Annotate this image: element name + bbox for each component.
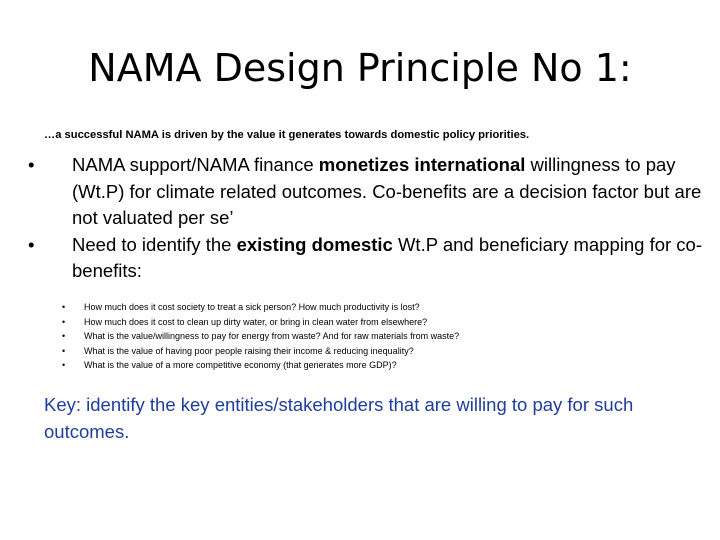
sub-bullet-text: How much does it cost society to treat a sick person? How much productivity is lost?	[84, 302, 420, 312]
sub-bullet-item	[62, 329, 459, 344]
sub-bullet-text: What is the value/willingness to pay for energy from waste? And for raw materials from waste?	[84, 331, 460, 341]
bullet-dot-icon: •	[62, 316, 66, 327]
bullet-dot-icon: •	[62, 345, 66, 356]
bullet-bold-text: existing domestic	[236, 233, 393, 255]
bullet-dot-icon: •	[28, 154, 35, 175]
bullet-identify-domestic	[28, 232, 704, 285]
sub-bullet-item	[62, 315, 459, 330]
slide-subtitle: …a successful NAMA is driven by the value it generates towards domestic policy priorities.	[44, 129, 530, 141]
bullet-bold-text: monetizes international	[318, 154, 526, 175]
sub-bullet-text: What is the value of a more competitive economy (that generates more GDP)?	[84, 360, 397, 370]
sub-bullet-text: How much does it cost to clean up dirty water, or bring in clean water from elsewhere?	[84, 316, 428, 327]
bullet-dot-icon: •	[28, 233, 35, 255]
bullet-text: Wt.P and beneficiary mapping for co-benefits:	[72, 233, 702, 281]
sub-bullet-item	[62, 358, 459, 373]
bullet-monetizes	[28, 152, 704, 232]
bullet-dot-icon: •	[62, 331, 66, 341]
bullet-text: Need to identify the	[72, 233, 237, 255]
bullet-dot-icon: •	[62, 302, 66, 312]
sub-bullet-list	[62, 300, 459, 373]
bullet-text: willingness to pay (Wt.P) for climate related outcomes. Co-benefits are a decision factor but are not valuated per se’	[72, 154, 702, 228]
key-statement: Key: identify the key entities/stakeholders that are willing to pay for such outcomes.	[44, 394, 634, 442]
main-bullet-list	[28, 152, 704, 285]
slide-title: NAMA Design Principle No 1:	[88, 46, 632, 90]
bullet-text: NAMA support/NAMA finance	[72, 154, 319, 175]
bullet-dot-icon: •	[62, 360, 66, 370]
sub-bullet-item	[62, 300, 459, 315]
sub-bullet-item	[62, 344, 459, 359]
sub-bullet-text: What is the value of having poor people raising their income & reducing inequality?	[84, 345, 414, 356]
